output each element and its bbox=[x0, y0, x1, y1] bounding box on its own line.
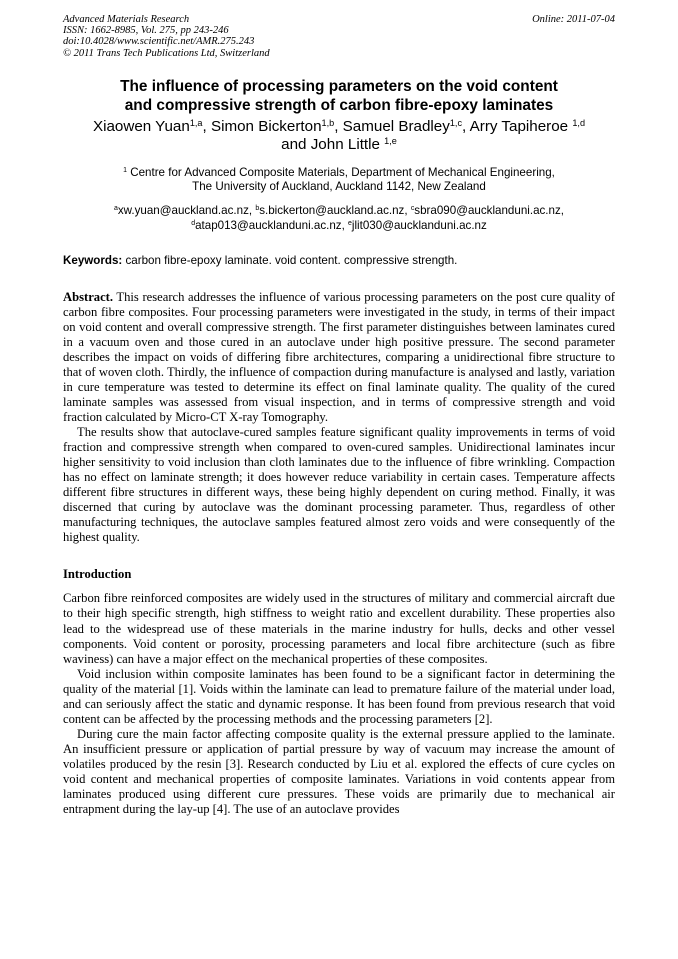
intro-paragraph: Void inclusion within composite laminates has been found to be a significant factor in determining the quality of the material [1]. Voids within the laminate can lead to premature failure of the material under load, and can seriously affect the static and dynamic response. It has been found from previous research that void content can be affected by the processing methods and the processing parameters [2]. bbox=[63, 666, 615, 726]
author-list bbox=[63, 118, 615, 154]
abstract-text: This research addresses the influence of various processing parameters on the post cure quality of carbon fibre composites. Four processing parameters were investigated in the study, in terms of their impact on void content and overall compressive strength. The first parameter distinguishes between laminates cured in a vacuum oven and those cured in an autoclave under high positive pressure. The second parameter describes the impact on voids of differing fibre architectures, comparing a unidirectional fibre structure to that of woven cloth. Thirdly, the influence of compaction during manufacture is analysed and lastly, variation in cure temperature was tested to determine its effect on final laminate quality. The quality of the cured laminate samples was assessed from visual inspection, and in terms of compressive strength and void fraction calculated by Micro-CT X-ray Tomography. bbox=[63, 289, 615, 424]
email-sup: d bbox=[191, 219, 196, 227]
keywords bbox=[63, 253, 615, 268]
keywords-label: Keywords: bbox=[63, 253, 123, 267]
abstract-label: Abstract. bbox=[63, 289, 114, 304]
abstract-section bbox=[63, 290, 615, 546]
intro-paragraph: During cure the main factor affecting composite quality is the external pressure applied to the laminate. An insufficient pressure or application of partial pressure by way of vacuum may increase the amount of volatiles produced by the resin [3]. Research conducted by Liu et al. explored the effects of cure cycles on void content and mechanical properties of composite laminates. Variations in void contents appear from laminates produced using different cure pressures. These voids are primarily due to mechanical air entrapment during the lay-up [4]. The use of an autoclave provides bbox=[63, 726, 615, 817]
title-line-1: The influence of processing parameters on the void content bbox=[120, 77, 558, 95]
doi-line: doi:10.4028/www.scientific.net/AMR.275.243 bbox=[63, 36, 255, 48]
journal-header bbox=[63, 14, 615, 59]
copyright-line: © 2011 Trans Tech Publications Ltd, Switzerland bbox=[63, 47, 270, 59]
paper-title bbox=[63, 77, 615, 115]
abstract-paragraph-1 bbox=[63, 290, 615, 425]
affiliation-line-1: Centre for Advanced Composite Materials, Department of Mechanical Engineering, bbox=[126, 165, 555, 179]
section-heading-introduction: Introduction bbox=[63, 567, 132, 582]
email-link[interactable]: atap013@aucklanduni.ac.nz, bbox=[195, 218, 349, 232]
author-separator: , bbox=[334, 117, 343, 135]
email-sup: b bbox=[255, 204, 260, 212]
journal-name: Advanced Materials Research bbox=[63, 14, 190, 25]
author-name: and John Little bbox=[281, 135, 385, 153]
introduction-section bbox=[63, 591, 615, 817]
author-name: Xiaowen Yuan bbox=[92, 117, 190, 135]
paper-page bbox=[63, 14, 615, 817]
issn-line: ISSN: 1662-8985, Vol. 275, pp 243-246 bbox=[63, 25, 229, 37]
author-name: Samuel Bradley bbox=[342, 117, 450, 135]
author-name: Simon Bickerton bbox=[210, 117, 322, 135]
email-sup: c bbox=[410, 204, 415, 212]
affiliation bbox=[63, 166, 615, 195]
email-link[interactable]: xw.yuan@auckland.ac.nz, bbox=[117, 203, 256, 217]
email-link[interactable]: sbra090@aucklanduni.ac.nz, bbox=[414, 203, 564, 217]
author-affil-sup: 1,c bbox=[449, 117, 463, 128]
email-sup: e bbox=[348, 219, 352, 227]
author-affil-sup: 1,e bbox=[384, 135, 397, 146]
author-affil-sup: 1,b bbox=[321, 117, 335, 128]
intro-paragraph: Carbon fibre reinforced composites are widely used in the structures of military and commercial aircraft due to their high specific strength, high stiffness to weight ratio and excellent durability. These properties also lead to the widespread use of these materials in the marine industry for hulls, decks and other vessel components. Void content or porosity, processing parameters and local fibre architecture (such as fibre waviness) can have a major effect on the mechanical properties of these composites. bbox=[63, 591, 615, 666]
keywords-text: carbon fibre-epoxy laminate. void content. compressive strength. bbox=[122, 253, 458, 267]
online-date: Online: 2011-07-04 bbox=[532, 14, 615, 25]
email-link[interactable]: s.bickerton@auckland.ac.nz, bbox=[259, 203, 411, 217]
author-separator: , bbox=[202, 117, 211, 135]
affiliation-line-2: The University of Auckland, Auckland 1142, New Zealand bbox=[192, 180, 486, 194]
email-sup: a bbox=[113, 204, 118, 212]
author-emails bbox=[63, 203, 615, 233]
author-affil-sup: 1,d bbox=[572, 117, 586, 128]
author-affil-sup: 1,a bbox=[189, 117, 203, 128]
title-line-2: and compressive strength of carbon fibre-epoxy laminates bbox=[124, 96, 554, 114]
abstract-paragraph-2: The results show that autoclave-cured samples feature significant quality improvements in terms of void fraction and compressive strength when compared to oven-cured samples. Unidirectional laminates incur higher sensitivity to void inclusion than cloth laminates due to the influence of fibre wrinkling. Compaction has no effect on laminate strength; it does however reduce variability in certain cases. Temperature affects different fibre structures in different ways, these being highly dependent on curing method. Finally, it was discerned that curing by autoclave was the dominant processing parameter. Thus, regardless of other manufacturing techniques, the autoclave samples featured almost zero voids and were consequently of the highest quality. bbox=[63, 425, 615, 545]
author-separator: , bbox=[462, 117, 470, 135]
affiliation-sup: 1 bbox=[123, 167, 127, 174]
email-link[interactable]: jlit030@aucklanduni.ac.nz bbox=[351, 218, 487, 232]
author-name: Arry Tapiheroe bbox=[469, 117, 573, 135]
